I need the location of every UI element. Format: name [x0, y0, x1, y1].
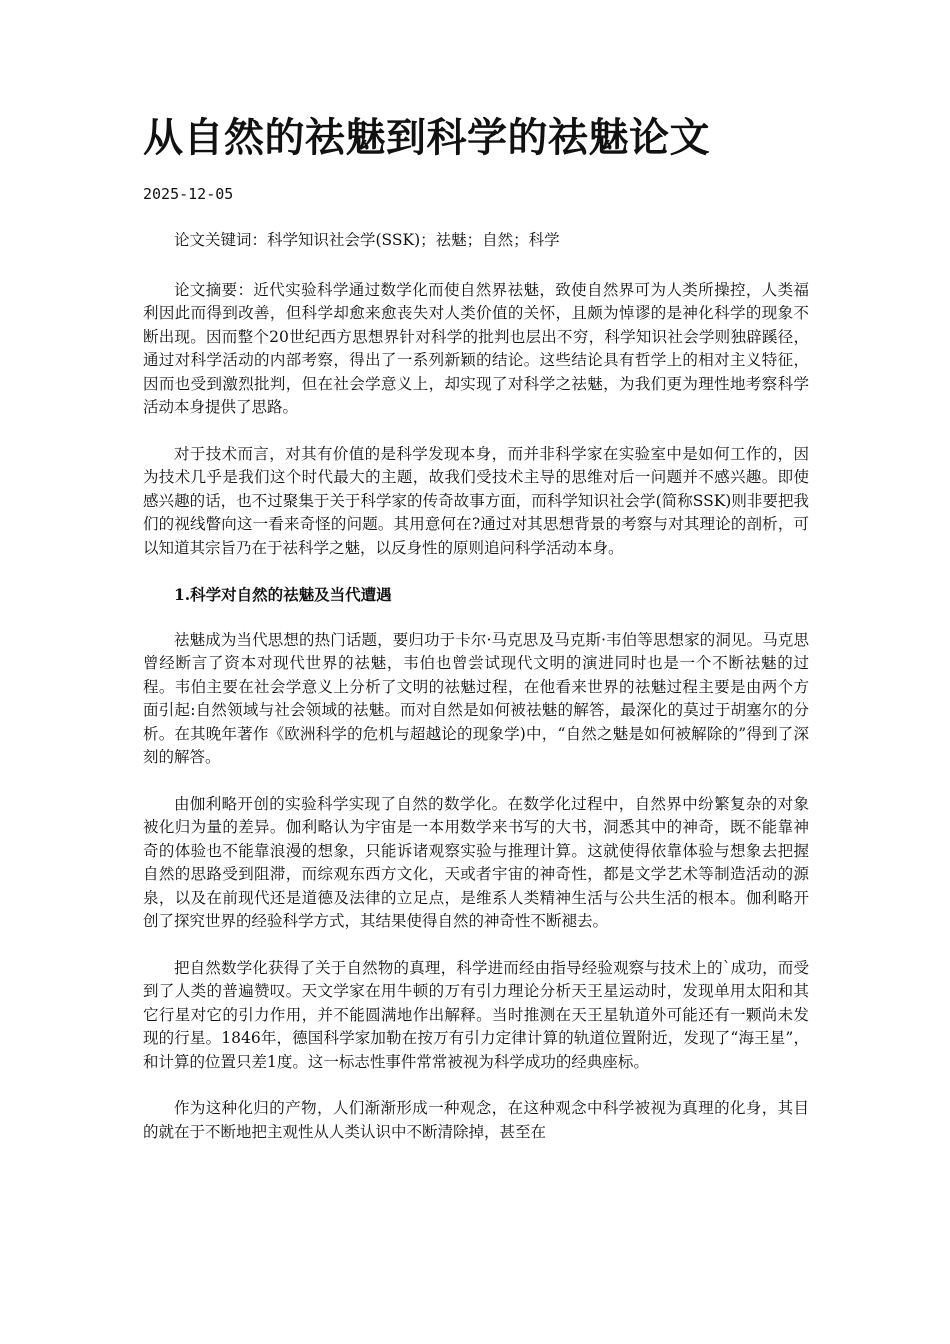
body-paragraph: 把自然数学化获得了关于自然物的真理，科学进而经由指导经验观察与技术上的`成功，而受到了人类的普遍赞叹。天文学家在用牛顿的万有引力理论分析天王星运动时，发现单用太阳和其它行星对它的引力作用，并不能圆满地作出解释。当时推测在天王星轨道外可能还有一颗尚未发现的行星。1846年，德国科学家加勒在按万有引力定律计算的轨道位置附近，发现了“海王星”，和计算的位置只差1度。这一标志性事件常常被视为科学成功的经典座标。 — [143, 958, 809, 1071]
document-page — [143, 110, 809, 1167]
document-title: 从自然的祛魅到科学的祛魅论文 — [143, 115, 710, 161]
body-paragraph: 由伽利略开创的实验科学实现了自然的数学化。在数学化过程中，自然界中纷繁复杂的对象被化归为量的差异。伽利略认为宇宙是一本用数学来书写的大书，洞悉其中的神奇，既不能靠神奇的体验也不能靠浪漫的想象，只能诉诸观察实验与推理计算。这就使得依靠体验与想象去把握自然的思路受到阻滞，而综观东西方文化，天或者宇宙的神奇性，都是文学艺术等制造活动的源泉，以及在前现代还是道德及法律的立足点，是维系人类精神生活与公共生活的根本。伽利略开创了探究世界的经验科学方式，其结果使得自然的神奇性不断褪去。 — [143, 794, 809, 930]
publish-date: 2025-12-05 — [143, 185, 234, 203]
keywords-paragraph: 论文关键词：科学知识社会学(SSK)；祛魅；自然；科学 — [174, 231, 560, 249]
body-paragraph: 祛魅成为当代思想的热门话题，要归功于卡尔·马克思及马克斯·韦伯等思想家的洞见。马克思曾经断言了资本对现代世界的祛魅，韦伯也曾尝试现代文明的演进同时也是一个不断祛魅的过程。韦伯主要在社会学意义上分析了文明的祛魅过程，在他看来世界的祛魅过程主要是由两个方面引起:自然领域与社会领域的祛魅。而对自然是如何被祛魅的解答，最深化的莫过于胡塞尔的分析。在其晚年著作《欧洲科学的危机与超越论的现象学)中，“自然之魅是如何被解除的”得到了深刻的解答。 — [143, 630, 809, 766]
abstract-paragraph: 论文摘要：近代实验科学通过数学化而使自然界祛魅，致使自然界可为人类所操控，人类福利因此而得到改善，但科学却愈来愈丧失对人类价值的关怀，且颇为悼谬的是神化科学的现象不断出现。因而整个20世纪西方思想界针对科学的批判也层出不穷，科学知识社会学则独辟蹊径，通过对科学活动的内部考察，得出了一系列新颖的结论。这些结论具有哲学上的相对主义特征，因而也受到激烈批判，但在社会学意义上，却实现了对科学之祛魅，为我们更为理性地考察科学活动本身提供了思路。 — [143, 280, 809, 416]
section-heading: 1.科学对自然的祛魅及当代遭遇 — [174, 585, 392, 604]
intro-paragraph: 对于技术而言，对其有价值的是科学发现本身，而并非科学家在实验室中是如何工作的，因为技术几乎是我们这个时代最大的主题，故我们受技术主导的思维对后一问题并不感兴趣。即使感兴趣的话，也不过聚集于关于科学家的传奇故事方面，而科学知识社会学(简称SSK)则非要把我们的视线瞥向这一看来奇怪的问题。其用意何在?通过对其思想背景的考察与对其理论的剖析，可以知道其宗旨乃在于祛科学之魅，以反身性的原则追问科学活动本身。 — [143, 444, 809, 557]
body-paragraph: 作为这种化归的产物，人们渐渐形成一种观念，在这种观念中科学被视为真理的化身，其目的就在于不断地把主观性从人类认识中不断清除掉，甚至在 — [143, 1099, 809, 1141]
